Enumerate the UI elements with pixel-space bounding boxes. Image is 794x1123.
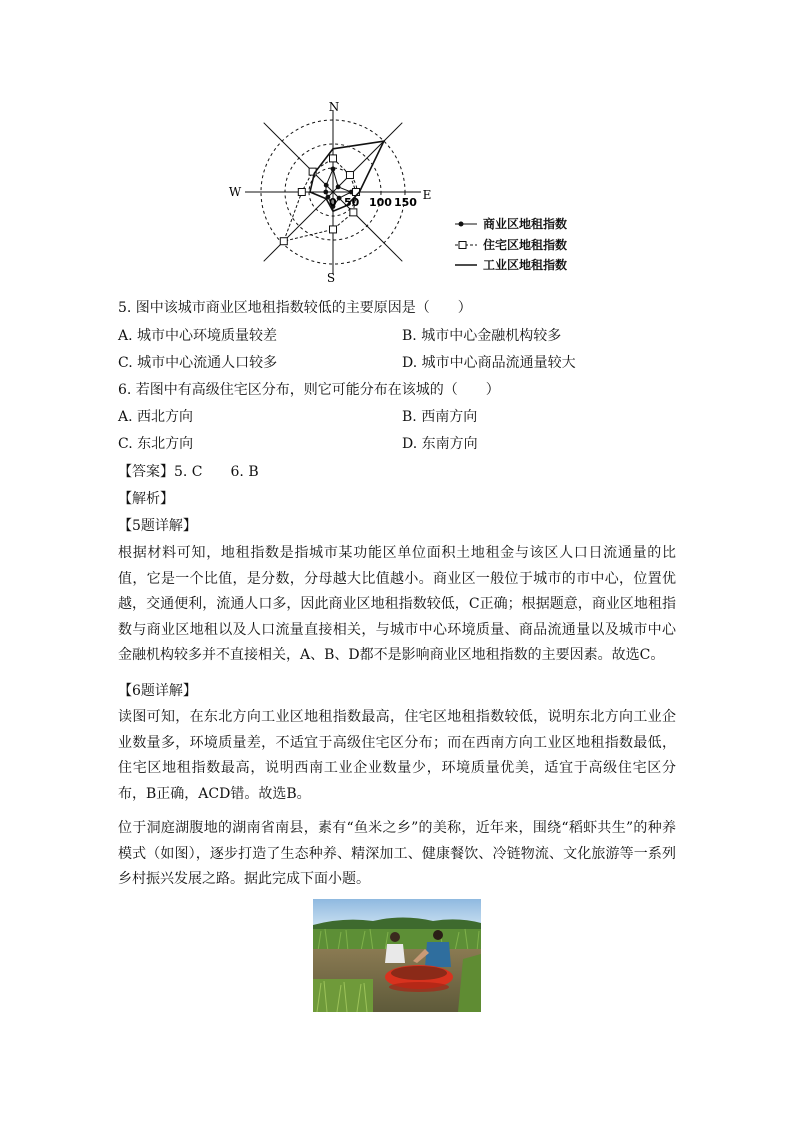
residential-point-s: [330, 226, 337, 233]
direction-label-s: S: [326, 271, 336, 285]
q6-stem: 6. 若图中有高级住宅区分布，则它可能分布在该城的（ ）: [118, 382, 500, 398]
detail5-paragraph: 根据材料可知，地租指数是指城市某功能区单位面积土地租金与该区人口日流通量的比值，它是一个比值，是分数，分母越大比值越小。商业区一般位于城市的市中心，位置优越，交通便利，流通人口多，因此商业区地租指数较低，C正确；根据题意，商业区地租指数与商业区地租以及人口流量直接相关，与城市中心环境质量、商品流通量以及城市中心金融机构较多并不直接相关，A、B、D都不是影响商业区地租指数的主要因素。故选C。: [118, 545, 676, 663]
rent-index-radar-chart: [225, 98, 440, 288]
legend-label-industrial: 工业区地租指数: [483, 258, 568, 272]
commercial-point-nw: [324, 183, 329, 188]
analysis-heading: 【解析】: [118, 491, 174, 507]
direction-label-e: E: [422, 188, 432, 202]
q6-option-c: C. 东北方向: [118, 436, 194, 452]
q5-stem: 5. 图中该城市商业区地租指数较低的主要原因是（ ）: [118, 300, 472, 316]
answer-line: 【答案】5. C 6. B: [118, 464, 259, 480]
direction-label-n: N: [328, 100, 340, 114]
q5-option-c: C. 城市中心流通人口较多: [118, 355, 278, 371]
detail6-heading: 【6题详解】: [118, 683, 197, 699]
radar-axes: [245, 110, 421, 274]
legend-square-dash-icon: [455, 240, 477, 250]
residential-point-w: [298, 189, 305, 196]
q5-option-b: B. 城市中心金融机构较多: [402, 328, 562, 344]
tick-label-100: 100: [369, 196, 392, 209]
q6-option-d: D. 东南方向: [402, 436, 478, 452]
commercial-point-se: [337, 196, 342, 201]
legend-label-residential: 住宅区地租指数: [483, 238, 568, 252]
tick-label-150: 150: [394, 196, 417, 209]
commercial-point-ne: [336, 185, 341, 190]
rice-crayfish-photo: [313, 899, 481, 1012]
q5-option-d: D. 城市中心商品流通量较大: [402, 355, 576, 371]
residential-point-n: [330, 155, 337, 162]
residential-point-sw: [280, 238, 287, 245]
axis-nw: [264, 123, 333, 192]
legend-industrial: [455, 256, 567, 273]
commercial-point-w: [323, 190, 328, 195]
detail6-paragraph: 读图可知，在东北方向工业区地租指数最高，住宅区地租指数较低，说明东北方向工业企业数量多，环境质量差，不适宜于高级住宅区分布；而在西南方向工业区地租指数最低，住宅区地租指数最高，说明西南工业企业数量少，环境质量优美，适宜于高级住宅区分布，B正确，ACD错。故选B。: [118, 709, 676, 802]
q6-option-b: B. 西南方向: [402, 409, 478, 425]
intro-paragraph: 位于洞庭湖腹地的湖南省南县，素有“鱼米之乡”的美称，近年来，围绕“稻虾共生”的种养模式（如图），逐步打造了生态种养、精深加工、健康餐饮、冷链物流、文化旅游等一系列乡村振兴发展之路。据此完成下面小题。: [118, 820, 676, 887]
legend-solid-line-icon: [455, 260, 477, 270]
detail5-heading: 【5题详解】: [118, 518, 197, 534]
tick-label-0: 0: [329, 196, 337, 209]
q5-option-a: A. 城市中心环境质量较差: [118, 328, 278, 344]
tick-label-50: 50: [344, 196, 360, 209]
legend-dot-line-icon: [455, 219, 477, 229]
axis-ne: [333, 123, 402, 192]
legend-commercial: [455, 215, 567, 232]
legend-label-commercial: 商业区地租指数: [483, 217, 568, 231]
residential-point-ne: [346, 172, 353, 179]
legend-residential: [455, 236, 567, 253]
commercial-point-n: [331, 167, 336, 172]
direction-label-w: W: [228, 185, 242, 199]
residential-point-se: [350, 209, 357, 216]
q6-option-a: A. 西北方向: [118, 409, 194, 425]
